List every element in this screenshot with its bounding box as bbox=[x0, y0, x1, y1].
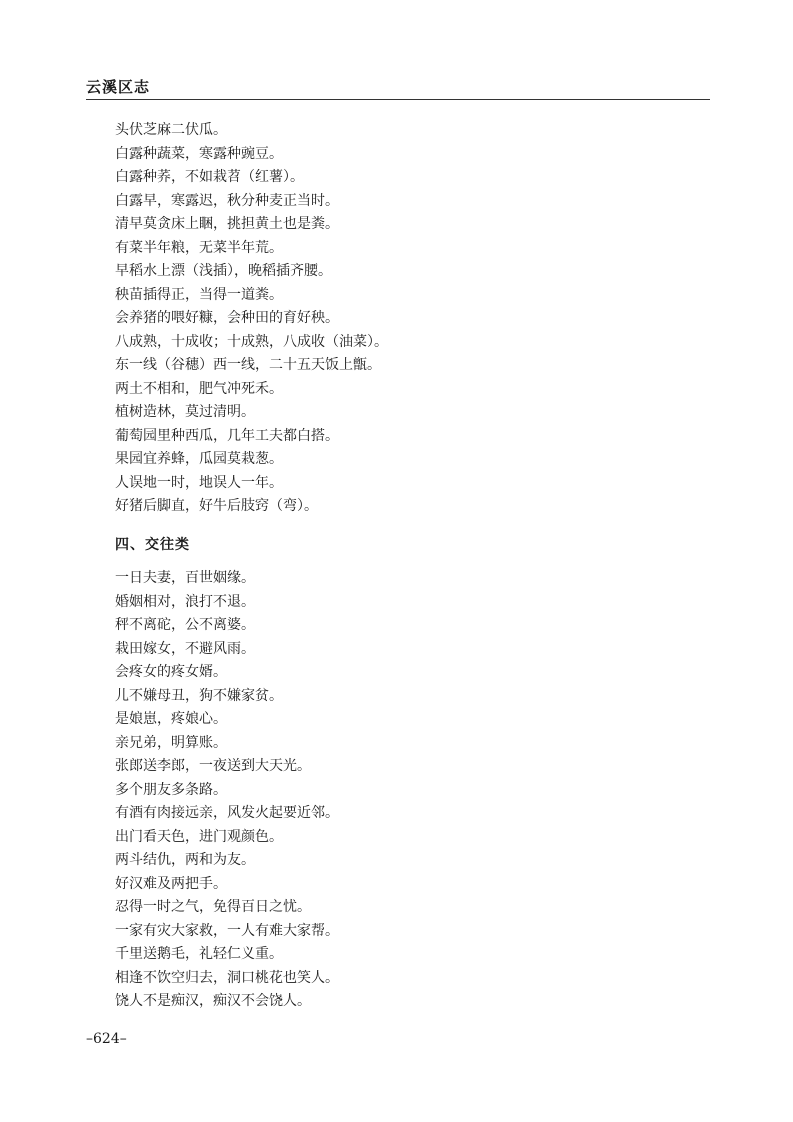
text-line: 果园宜养蜂，瓜园莫栽葱。 bbox=[115, 451, 283, 467]
text-line: 会养猪的喂好糠，会种田的育好秧。 bbox=[115, 310, 339, 326]
text-line: 植树造林，莫过清明。 bbox=[115, 404, 255, 420]
text-line: 白露种蔬菜，寒露种豌豆。 bbox=[115, 145, 283, 162]
text-line: 八成熟，十成收；十成熟，八成收（油菜）。 bbox=[115, 333, 388, 350]
text-line: 秧苗插得正，当得一道粪。 bbox=[115, 286, 283, 303]
text-line: 多个朋友多条路。 bbox=[115, 781, 227, 798]
text-line: 亲兄弟，明算账。 bbox=[115, 734, 227, 751]
section-heading: 四、交往类 bbox=[115, 537, 190, 553]
text-line: 婚姻相对，浪打不退。 bbox=[115, 593, 255, 610]
text-line: 早稻水上漂（浅插），晚稻插齐腰。 bbox=[115, 263, 332, 279]
text-line: 饶人不是痴汉，痴汉不会饶人。 bbox=[115, 993, 311, 1009]
text-line: 两土不相和，肥气冲死禾。 bbox=[115, 380, 283, 397]
text-line: 会疼女的疼女婿。 bbox=[115, 664, 227, 680]
text-line: 人误地一时，地误人一年。 bbox=[115, 474, 283, 491]
text-line: 东一线（谷穗）西一线，二十五天饭上甑。 bbox=[115, 357, 381, 373]
text-line: 白露早，寒露迟，秋分种麦正当时。 bbox=[115, 192, 339, 209]
text-line: 栽田嫁女，不避风雨。 bbox=[115, 640, 255, 657]
text-line: 清早莫贪床上睏，挑担黄土也是粪。 bbox=[115, 216, 339, 232]
section-2-text bbox=[115, 567, 339, 1014]
text-line: 相逢不饮空归去，洞口桃花也笑人。 bbox=[115, 969, 339, 986]
text-line: 忍得一时之气，免得百日之忧。 bbox=[115, 899, 311, 915]
text-line: 出门看天色，进门观颜色。 bbox=[115, 828, 283, 845]
page-number: –624– bbox=[86, 1031, 127, 1047]
text-line: 葡萄园里种西瓜，几年工夫都白搭。 bbox=[115, 427, 339, 444]
text-line: 两斗结仇，两和为友。 bbox=[115, 852, 255, 868]
header-divider bbox=[86, 99, 710, 100]
text-line: 是娘崽，疼娘心。 bbox=[115, 711, 227, 727]
section-1-text bbox=[115, 119, 388, 519]
text-line: 头伏芝麻二伏瓜。 bbox=[115, 122, 227, 138]
text-line: 好汉难及两把手。 bbox=[115, 875, 227, 892]
text-line: 儿不嫌母丑，狗不嫌家贫。 bbox=[115, 687, 283, 704]
page-header-title: 云溪区志 bbox=[86, 78, 151, 96]
text-line: 千里送鹅毛，礼轻仁义重。 bbox=[115, 946, 283, 962]
text-line: 有菜半年粮，无菜半年荒。 bbox=[115, 239, 283, 256]
text-line: 好猪后脚直，好牛后肢窍（弯）。 bbox=[115, 498, 318, 514]
text-line: 一家有灾大家救，一人有难大家帮。 bbox=[115, 922, 339, 939]
text-line: 一日夫妻，百世姻缘。 bbox=[115, 570, 255, 586]
text-line: 有酒有肉接远亲，风发火起要近邻。 bbox=[115, 805, 339, 821]
text-line: 秤不离砣，公不离婆。 bbox=[115, 617, 255, 633]
text-line: 张郎送李郎，一夜送到大天光。 bbox=[115, 758, 311, 774]
text-line: 白露种荞，不如栽苕（红薯）。 bbox=[115, 169, 304, 185]
